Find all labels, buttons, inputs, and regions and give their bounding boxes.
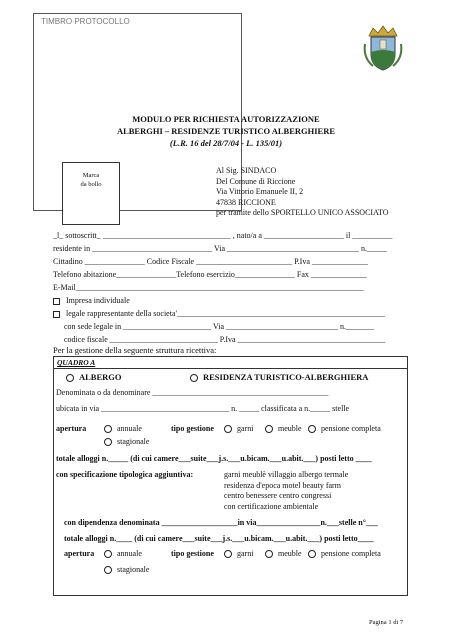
impresa-individuale-option[interactable] (53, 296, 130, 305)
annuale2-radio[interactable] (104, 550, 112, 558)
tipo-gestione-label: tipo gestione (171, 424, 214, 433)
stagionale-label: stagionale (117, 437, 150, 446)
meuble2-radio[interactable] (265, 550, 273, 558)
stagionale-option[interactable] (104, 437, 149, 446)
meuble2-option[interactable] (265, 549, 302, 558)
crest-icon (361, 24, 405, 72)
apertura2-label: apertura (64, 549, 95, 558)
addressee-line2: Del Comune di Riccione (216, 176, 296, 186)
form-title-line2: ALBERGHI – RESIDENZE TURISTICO ALBERGHIERE (116, 126, 336, 136)
quadro-divider (54, 368, 407, 369)
company-tax-row[interactable]: codice fiscale ___________________________ P.Iva _____________________________________ (64, 335, 386, 344)
page-number: Pagina 1 di 7 (369, 619, 404, 626)
legale-checkbox[interactable] (53, 311, 60, 318)
stagionale-radio[interactable] (104, 438, 112, 446)
addressee-line4: 47838 RICCIONE (216, 197, 276, 207)
form-title-line1: MODULO PER RICHIESTA AUTORIZZAZIONE (132, 114, 320, 124)
marca-label-line1: Marca (82, 172, 100, 179)
impresa-label: Impresa individuale (66, 296, 130, 305)
meuble-radio[interactable] (265, 425, 273, 433)
marca-da-bollo-box (62, 162, 120, 225)
garni-option[interactable] (224, 424, 253, 433)
meuble2-label: meuble (278, 549, 302, 558)
pensione-completa2-option[interactable] (308, 549, 381, 558)
spec-line4: con certificazione ambientale (224, 501, 319, 511)
annuale2-option[interactable] (104, 549, 142, 558)
albergo-option[interactable] (66, 372, 122, 382)
legale-label: legale rappresentante della societa'____________________________________________________ (66, 309, 385, 318)
ubicata-field[interactable]: ubicata in via ________________________________ n. _____ classificata a n._____ stelle (56, 404, 350, 413)
stagionale2-option[interactable] (104, 565, 149, 574)
marca-label-line2: da bollo (80, 181, 102, 188)
rta-radio[interactable] (190, 374, 198, 382)
albergo-label: ALBERGO (79, 372, 122, 382)
pensione-completa-radio[interactable] (308, 425, 316, 433)
garni2-option[interactable] (224, 549, 253, 558)
specificazione-options (224, 470, 348, 512)
garni2-radio[interactable] (224, 550, 232, 558)
legale-rappresentante-option[interactable] (53, 309, 385, 318)
citizenship-row[interactable]: Cittadino _______________ Codice Fiscale ________________________ P.Iva ______________ (53, 257, 368, 266)
addressee-block (216, 166, 388, 219)
phone-row[interactable]: Telefono abitazione_______________Telefono esercizio_______________ Fax ______________ (53, 270, 367, 279)
pensione-completa2-radio[interactable] (308, 550, 316, 558)
residence-row[interactable]: residente in ______________________________ Via _________________________________ n._____ (53, 244, 388, 253)
stagionale2-radio[interactable] (104, 566, 112, 574)
annuale-label: annuale (117, 424, 142, 433)
garni-radio[interactable] (224, 425, 232, 433)
annuale-option[interactable] (104, 424, 142, 433)
addressee-line1: Al Sig. SINDACO (216, 166, 277, 175)
rta-option[interactable] (190, 372, 368, 382)
quadro-a-title: QUADRO A (57, 358, 96, 367)
spec-line3: centro benessere centro congressi (224, 491, 332, 500)
apertura-label: apertura (56, 424, 87, 433)
form-title-law: (L.R. 16 del 28/7/04 - L. 135/01) (169, 138, 283, 148)
meuble-label: meuble (278, 424, 302, 433)
impresa-checkbox[interactable] (53, 298, 60, 305)
garni2-label: garni (237, 549, 254, 558)
spec-line2: residenza d'epoca motel beauty farm (224, 480, 341, 490)
stagionale2-label: stagionale (117, 565, 150, 574)
totale-alloggi-field[interactable]: totale alloggi n._____ (di cui camere___suite___j.s.___u.bicam.___u.abit.___) posti letto ____ (56, 454, 372, 463)
company-seat-row[interactable]: con sede legale in ______________________ Via ____________________________ n._______ (64, 322, 375, 331)
pensione-completa2-label: pensione completa (321, 549, 381, 558)
garni-label: garni (237, 424, 254, 433)
tipo-gestione2-label: tipo gestione (171, 549, 214, 558)
pensione-completa-option[interactable] (308, 424, 381, 433)
denominata-field[interactable]: Denominata o da denominare ____________________________________________ (56, 388, 329, 397)
gestione-intro: Per la gestione della seguente struttura ricettiva: (53, 345, 217, 355)
annuale-radio[interactable] (104, 425, 112, 433)
dipendenza-field[interactable]: con dipendenza denominata ___________________in via________________n.___stelle n°___ (64, 518, 378, 527)
spec-line1: garni meublè villaggio albergo termale (224, 470, 349, 479)
albergo-radio[interactable] (66, 374, 74, 382)
email-row[interactable]: E-Mail________________________________________________________________________ (53, 283, 364, 292)
totale-alloggi-dipendenza-field[interactable]: totale alloggi n.____ (di cui camere___suite___j.s.___u.bicam.___u.abit.___) posti letto____ (64, 534, 374, 543)
addressee-line5: per tramite dello SPORTELLO UNICO ASSOCIATO (216, 208, 389, 217)
applicant-name-row[interactable]: _l_ sottoscritt_ ________________________________ , nato/a a ____________________ il __________ (53, 231, 393, 240)
meuble-option[interactable] (265, 424, 302, 433)
pensione-completa-label: pensione completa (321, 424, 381, 433)
annuale2-label: annuale (117, 549, 142, 558)
specificazione-label: con specificazione tipologica aggiuntiva: (56, 470, 194, 479)
rta-label: RESIDENZA TURISTICO-ALBERGHIERA (203, 372, 369, 382)
stamp-label: TIMBRO PROTOCOLLO (41, 17, 130, 26)
addressee-line3: Via Vittorio Emanuele II, 2 (216, 187, 304, 196)
